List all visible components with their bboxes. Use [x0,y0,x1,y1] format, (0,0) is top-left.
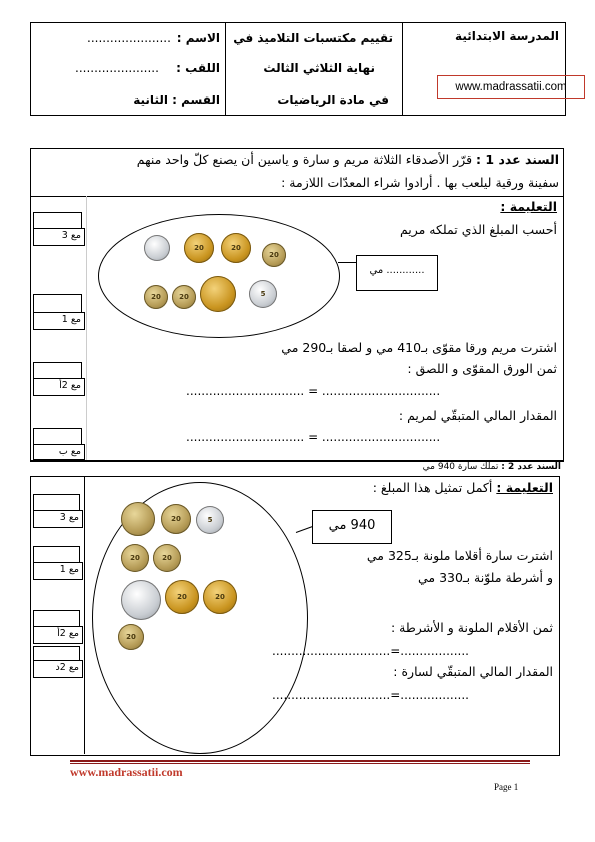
criteria-3: مع 2أ [33,378,85,396]
criteria-4: مع ب [33,444,85,460]
coin-icon: 20 [118,624,144,650]
header-table [30,22,566,116]
section1-title: السند عدد 1 : [476,152,559,167]
amount-box: 940 مي [312,510,392,544]
section2-title-row [423,462,561,472]
answer-connector [338,262,358,263]
coin-icon: 5 [249,280,277,308]
section1-text-line2: سفينة ورقية ليلعب بها . أرادوا شراء المعدّات اللازمة : [281,175,559,190]
coin-icon: 20 [262,243,286,267]
school-name: المدرسة الابتدائية [455,29,559,43]
answer-line-1[interactable]: ............................... = ............................... [186,384,441,398]
purchase-text-1: اشترت سارة أقلاما ملونة بـ325 مي [366,548,553,563]
instruction-text: أحسب المبلغ الذي تملكه مريم [399,222,557,237]
header-divider [225,23,226,115]
coin-icon: 20 [161,504,191,534]
question-2: المقدار المالي المتبقّي لسارة : [393,664,553,679]
coin-icon: 20 [121,544,149,572]
instruction-label: التعليمة : [500,199,557,214]
eval-title-line2: نهاية الثلاثي الثالث [263,61,375,75]
surname-field[interactable]: ...................... [75,61,159,75]
class-label: القسم : الثانية [133,93,220,107]
coin-icon [200,276,236,312]
section2-title: السند عدد 2 : [501,462,561,472]
coin-icon: 20 [165,580,199,614]
question-2: المقدار المالي المتبقّي لمريم : [398,408,557,423]
purchase-text-2: و أشرطة ملوّنة بـ330 مي [417,570,553,585]
coin-icon [121,502,155,536]
coin-icon [144,235,170,261]
header-divider [402,23,403,115]
coin-icon: 5 [196,506,224,534]
coin-icon [121,580,161,620]
instruction2-row [373,480,553,495]
criteria-2: مع 1 [33,562,83,580]
coin-icon: 20 [153,544,181,572]
name-field[interactable]: ...................... [87,31,171,45]
section2-note: تملك سارة 940 مي [422,462,499,472]
page-number: Page 1 [494,782,519,792]
surname-label: اللقب : [176,61,220,75]
coin-icon: 20 [144,285,168,309]
footer-rule [70,763,530,764]
answer-box[interactable]: ............ مي [356,255,438,291]
criteria-3: مع 2أ [33,626,83,644]
instruction2-text: أكمل تمثيل هذا المبلغ : [372,480,493,495]
website-box[interactable]: www.madrassatii.com [437,75,585,99]
answer-line-2[interactable]: ............................... = ............................... [186,430,441,444]
purchase-text: اشترت مريم ورقا مقوّى بـ410 مي و لصقا بـ290 مي [281,340,557,355]
footer-website-link[interactable]: www.madrassatii.com [70,765,183,779]
footer-rule [70,760,530,762]
question-1: ثمن الورق المقوّى و اللصق : [407,361,557,376]
section1-divider [30,196,564,197]
section2-divider [30,460,564,461]
criteria-column-divider [84,476,85,754]
criteria-1: مع 3 [33,228,85,246]
section1-text-line1: السند عدد 1 : قرّر الأصدقاء الثلاثة مريم و سارة و ياسين أن يصنع كلّ واحد منهم [136,152,559,167]
coin-icon: 20 [172,285,196,309]
answer-line-2[interactable]: ...............................=.................. [272,688,469,702]
coin-icon: 20 [184,233,214,263]
eval-title-line1: تقييم مكتسبات التلاميذ في [233,31,393,45]
name-label: الاسم : [176,31,220,45]
criteria-4: مع 2د [33,660,83,678]
coin-icon: 20 [203,580,237,614]
answer-line-1[interactable]: ...............................=.................. [272,644,469,658]
criteria-score-box[interactable] [33,294,82,314]
instruction2-label: التعليمة : [496,480,553,495]
question-1: ثمن الأقلام الملونة و الأشرطة : [390,620,553,635]
coin-icon: 20 [221,233,251,263]
criteria-column-divider [86,196,87,460]
eval-title-line3: في مادة الرياضيات [277,93,389,107]
criteria-2: مع 1 [33,312,85,330]
criteria-1: مع 3 [33,510,83,528]
